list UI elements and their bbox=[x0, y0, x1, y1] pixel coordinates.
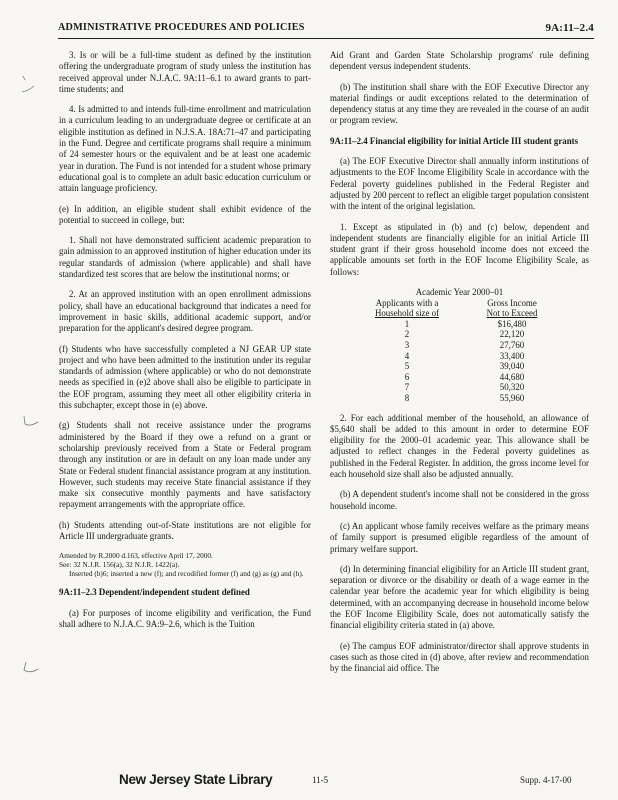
paragraph-continuation: Aid Grant and Garden State Scholarship programs' rule defining dependent versus independent students. bbox=[330, 50, 589, 72]
margin-mark-icon bbox=[20, 72, 42, 94]
household-size-cell: 3 bbox=[404, 340, 410, 351]
paragraph-2-4-a1: 1. Except as stipulated in (b) and (c) below, dependent and independent students are financially eligible for an initial Article III student grant if their gross household income does not exceed the applicable amounts set forth in the EOF Income Eligibility Scale, as follows: bbox=[330, 221, 589, 277]
table-row bbox=[355, 351, 565, 362]
paragraph-2-3-a: (a) For purposes of income eligibility and verification, the Fund shall adhere to N.J.A.C. 9A:9–2.6, which is the Tuition bbox=[59, 607, 311, 629]
paragraph-2-4-b: (b) A dependent student's income shall not be considered in the gross household income. bbox=[330, 489, 589, 511]
table-row bbox=[355, 329, 565, 340]
gross-income-cell: 27,760 bbox=[499, 340, 525, 351]
household-size-cell: 5 bbox=[404, 361, 410, 372]
running-header bbox=[58, 22, 594, 39]
table-row bbox=[355, 393, 565, 404]
supplement-date: Supp. 4-17-00 bbox=[520, 775, 572, 785]
margin-mark-icon bbox=[20, 660, 42, 682]
page-number: 11-5 bbox=[312, 775, 329, 785]
table-header: Gross Income bbox=[487, 297, 537, 308]
amendment-line: See: 32 N.J.R. 156(a), 32 N.J.R. 1422(a). bbox=[59, 560, 180, 570]
gross-income-cell: 33,400 bbox=[499, 350, 525, 361]
table-header: Not to Exceed bbox=[486, 308, 538, 319]
gross-income-cell: 22,120 bbox=[499, 329, 525, 340]
paragraph-b4: 4. Is admitted to and intends full-time enrollment and matriculation in a curriculum leading to an undergraduate degree or certificate at an eligible institution as defined in N.J.S.A. 18A:71–47 and participating in the Fund. Degree and certificate programs shall require a minimum of 24 semester hours or the equivalent and be at least one academic year in duration. The Fund is not intended for a student whose primary educational goal is to complete an adult basic education curriculum or attain language proficiency. bbox=[59, 104, 311, 194]
household-size-cell: 1 bbox=[404, 318, 410, 329]
table-caption: Academic Year 2000–01 bbox=[415, 287, 504, 298]
income-eligibility-table bbox=[355, 287, 565, 404]
paragraph-2-4-c: (c) An applicant whose family receives welfare as the primary means of family support is presumed eligible regardless of the amount of primary welfare support. bbox=[330, 520, 589, 554]
right-column bbox=[330, 50, 589, 684]
paragraph-2-4-e: (e) The campus EOF administrator/director shall approve students in cases such as those cited in (d) above, after review and recommendation by the financial aid office. The bbox=[330, 640, 589, 674]
gross-income-cell: 39,040 bbox=[499, 361, 525, 372]
table-header: Applicants with a bbox=[375, 297, 439, 308]
library-stamp: New Jersey State Library bbox=[119, 772, 273, 787]
table-row bbox=[355, 382, 565, 393]
paragraph-g: (g) Students shall not receive assistance under the programs administered by the Board if they owe a refund on a grant or scholarship previously received from a State or Federal program through any institution or are in default on any loan made under any State or Federal student financial assistance program at any institution. However, such students may receive State financial assistance if they make six consecutive monthly payments and have satisfactory repayment arrangements with the appropriate office. bbox=[59, 420, 311, 510]
paragraph-e2: 2. At an approved institution with an open enrollment admissions policy, shall have an educational background that indicates a need for improvement in basic skills, additional academic support, and/or preparation for the applicant's desired degree program. bbox=[59, 289, 311, 334]
table-body bbox=[355, 319, 565, 404]
household-size-cell: 7 bbox=[404, 382, 410, 393]
paragraph-h: (h) Students attending out-of-State institutions are not eligible for Article III undergraduate grants. bbox=[59, 519, 311, 541]
table-row bbox=[355, 361, 565, 372]
household-size-cell: 8 bbox=[404, 392, 410, 403]
gross-income-cell: 55,960 bbox=[499, 392, 525, 403]
section-heading-2-3: 9A:11–2.3 Dependent/independent student defined bbox=[59, 587, 250, 598]
household-size-cell: 4 bbox=[404, 350, 410, 361]
paragraph-b3: 3. Is or will be a full-time student as defined by the institution offering the undergraduate program of study unless the institution has received approval under N.J.A.C. 9A:11–6.1 to award grants to part-time students; and bbox=[59, 50, 311, 94]
margin-mark-icon bbox=[20, 412, 42, 434]
amendment-line: Inserted (b)6; inserted a new (f); and recodified former (f) and (g) as (g) and (h). bbox=[69, 569, 304, 579]
table-row bbox=[355, 319, 565, 330]
paragraph-2-4-a2: 2. For each additional member of the household, an allowance of $5,640 shall be added to this amount in order to determine EOF eligibility for the 2000–01 academic year. This allowance shall be adjusted to reflect changes in the Federal poverty guidelines as published in the Federal Register. In addition, the gross income level for each household size shall also be adjusted annually. bbox=[330, 412, 589, 480]
table-row bbox=[355, 340, 565, 351]
paragraph-2-4-d: (d) In determining financial eligibility for an Article III student grant, separation or divorce or the disability or death of a wage earner in the calendar year before the academic year for which eligibility is being determined, with an accompanying decrease in household income below the EOF Income Eligibility Scale, does not automatically satisfy the financial eligibility criteria stated in (a) above. bbox=[330, 563, 589, 631]
paragraph-e1: 1. Shall not have demonstrated sufficient academic preparation to gain admission to an approved institution of higher education under its regular standards of admission (where applicable) and shall have standardized test scores that are below the institutional norms; or bbox=[59, 235, 311, 280]
left-column bbox=[59, 50, 311, 639]
gross-income-cell: $16,480 bbox=[497, 318, 527, 329]
amendment-line: Amended by R.2000 d.163, effective April 17, 2000. bbox=[59, 551, 213, 561]
header-section-number: 9A:11–2.4 bbox=[545, 22, 594, 34]
paragraph-2-4-a: (a) The EOF Executive Director shall annually inform institutions of adjustments to the EOF Income Eligibility Scale in accordance with the Federal poverty guidelines published in the Federal Register and adjusted by 200 percent to reflect an eligible target population consistent with the intent of the original legislation. bbox=[330, 156, 589, 212]
amendment-note bbox=[59, 551, 311, 578]
table-header: Household size of bbox=[374, 308, 440, 319]
paragraph-f: (f) Students who have successfully completed a NJ GEAR UP state project and who have been admitted to the institution under its regular standards of admission (where applicable) or who do not demonstrate needs as specified in (e)2 above shall also be eligible to participate in the EOF program, assuming they meet all other eligibility criteria in this subchapter, except those in (e) above. bbox=[59, 343, 311, 411]
household-size-cell: 2 bbox=[404, 329, 410, 340]
gross-income-cell: 44,680 bbox=[499, 371, 525, 382]
household-size-cell: 6 bbox=[404, 371, 410, 382]
header-title: ADMINISTRATIVE PROCEDURES AND POLICIES bbox=[58, 22, 305, 33]
paragraph-b: (b) The institution shall share with the EOF Executive Director any material findings or audit exceptions related to the determination of dependency status at any time they are revealed in the course of an audit or program review. bbox=[330, 81, 589, 126]
paragraph-e: (e) In addition, an eligible student shall exhibit evidence of the potential to succeed in college, but: bbox=[59, 203, 311, 225]
section-heading-2-4: 9A:11–2.4 Financial eligibility for initial Article III student grants bbox=[330, 135, 579, 146]
table-row bbox=[355, 372, 565, 383]
gross-income-cell: 50,320 bbox=[499, 382, 525, 393]
